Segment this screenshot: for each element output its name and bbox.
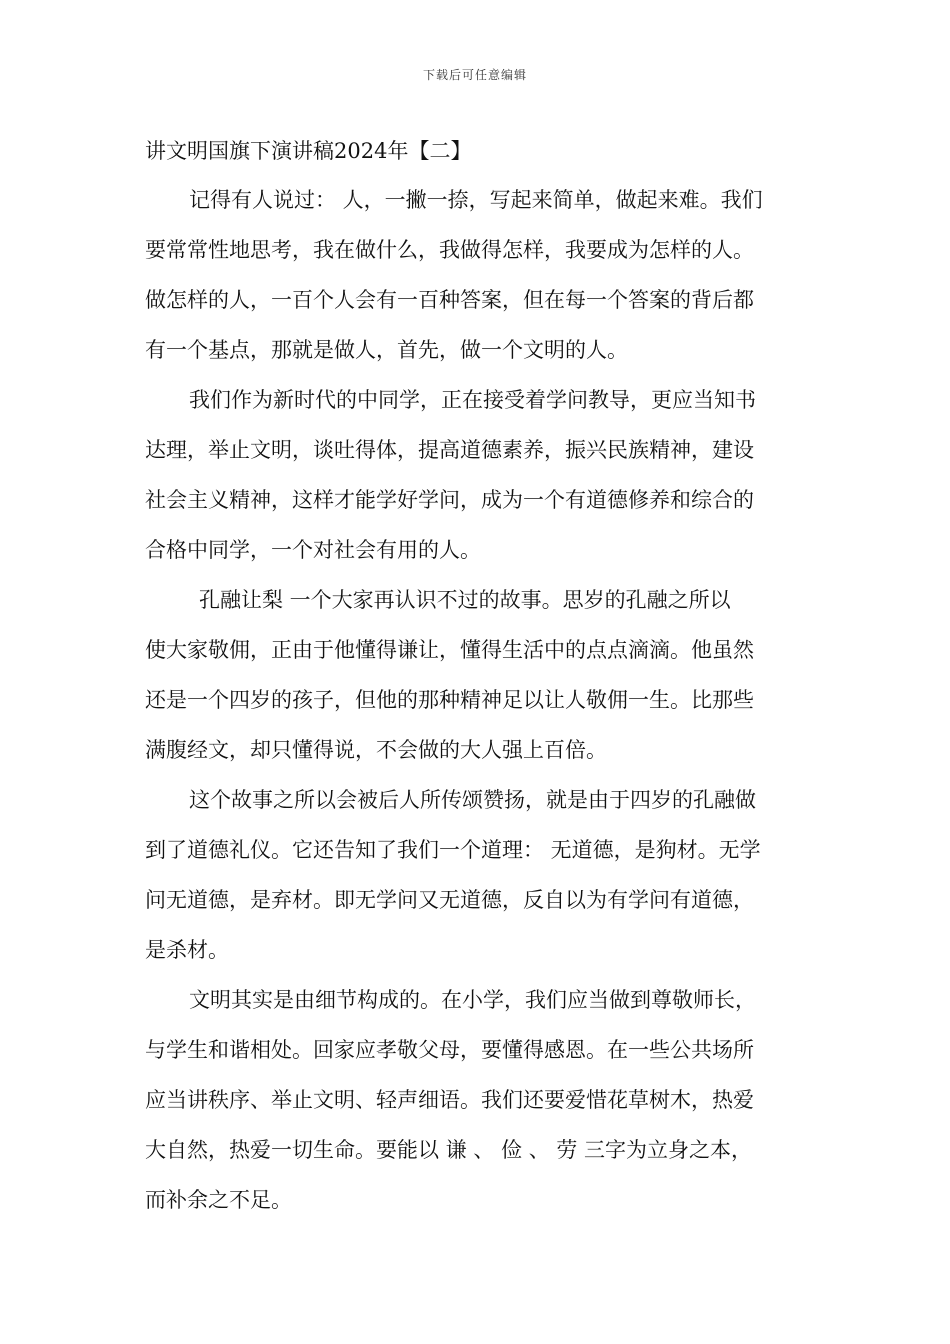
paragraph-5-line-5: 而补余之不足。 [145, 1188, 292, 1212]
paragraph-5-line-4: 大自然，热爱一切生命。要能以 谦 、 俭 、 劳 三字为立身之本， [145, 1138, 753, 1162]
paragraph-2-line-1: 我们作为新时代的中同学，正在接受着学问教导，更应当知书 [189, 388, 756, 412]
page-header: 下载后可任意编辑 [422, 68, 527, 82]
paragraph-4-line-2: 到了道德礼仪。它还告知了我们一个道理： 无道德，是狗材。无学 [145, 838, 761, 862]
paragraph-5-line-2: 与学生和谐相处。回家应孝敬父母，要懂得感恩。在一些公共场所 [145, 1038, 754, 1062]
paragraph-4-line-3: 问无道德，是弃材。即无学问又无道德，反自以为有学问有道德， [145, 888, 754, 912]
paragraph-5-line-1: 文明其实是由细节构成的。在小学，我们应当做到尊敬师长， [189, 988, 756, 1012]
paragraph-4-line-4: 是杀材。 [145, 938, 229, 962]
paragraph-1-line-4: 有一个基点，那就是做人，首先，做一个文明的人。 [145, 338, 628, 362]
document-title: 讲文明国旗下演讲稿2024年【二】 [145, 139, 472, 163]
paragraph-3-line-3: 还是一个四岁的孩子，但他的那种精神足以让人敬佣一生。比那些 [145, 688, 754, 712]
paragraph-1-line-2: 要常常性地思考，我在做什么，我做得怎样，我要成为怎样的人。 [145, 238, 754, 262]
paragraph-1-line-1: 记得有人说过： 人，一撇一捺，写起来简单，做起来难。我们 [189, 188, 763, 212]
paragraph-2-line-2: 达理，举止文明，谈吐得体，提高道德素养，振兴民族精神，建设 [145, 438, 754, 462]
paragraph-2-line-4: 合格中同学，一个对社会有用的人。 [145, 538, 481, 562]
paragraph-3-line-1: 孔融让梨 一个大家再认识不过的故事。思岁的孔融之所以 [199, 588, 731, 612]
paragraph-3-line-2: 使大家敬佣，正由于他懂得谦让，懂得生活中的点点滴滴。他虽然 [145, 638, 754, 662]
paragraph-4-line-1: 这个故事之所以会被后人所传颂赞扬，就是由于四岁的孔融做 [189, 788, 756, 812]
paragraph-5-line-3: 应当讲秩序、举止文明、轻声细语。我们还要爱惜花草树木，热爱 [145, 1088, 754, 1112]
paragraph-2-line-3: 社会主义精神，这样才能学好学问，成为一个有道德修养和综合的 [145, 488, 754, 512]
paragraph-1-line-3: 做怎样的人，一百个人会有一百种答案，但在每一个答案的背后都 [145, 288, 754, 312]
paragraph-3-line-4: 满腹经文，却只懂得说，不会做的大人强上百倍。 [145, 738, 607, 762]
